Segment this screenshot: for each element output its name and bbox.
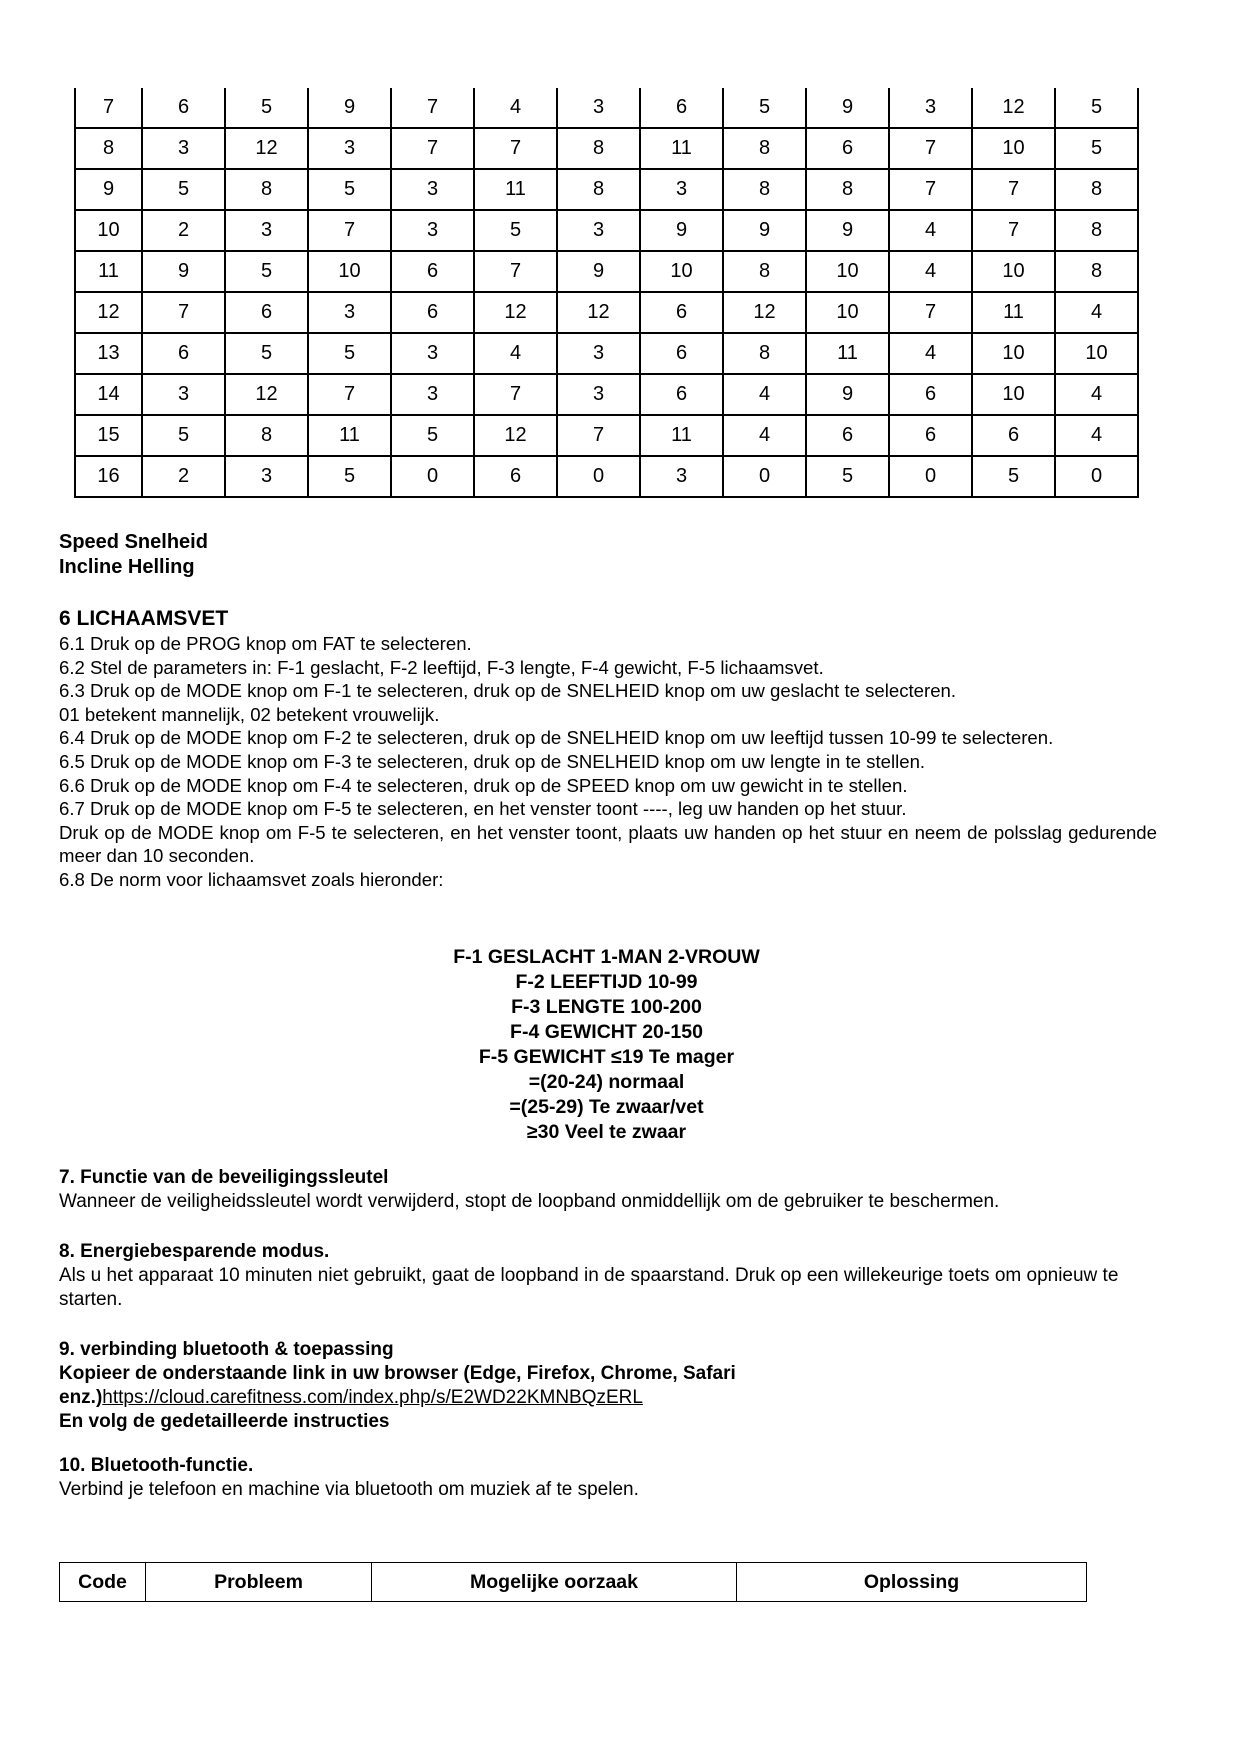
section-body-fat [59, 606, 1157, 892]
level-cell: 3 [308, 128, 391, 169]
level-cell: 7 [474, 128, 557, 169]
level-cell: 3 [391, 333, 474, 374]
level-cell: 9 [142, 251, 225, 292]
level-cell: 11 [972, 292, 1055, 333]
level-cell: 3 [391, 374, 474, 415]
level-cell: 6 [391, 292, 474, 333]
level-cell: 0 [557, 456, 640, 497]
level-cell: 9 [640, 210, 723, 251]
level-cell: 10 [806, 251, 889, 292]
level-cell: 12 [557, 292, 640, 333]
legend-incline: Incline Helling [59, 556, 195, 578]
level-cell: 3 [557, 374, 640, 415]
level-cell: 10 [640, 251, 723, 292]
level-cell: 5 [308, 333, 391, 374]
table-row [75, 210, 1138, 251]
level-cell: 6 [806, 415, 889, 456]
level-cell: 12 [723, 292, 806, 333]
level-cell: 6 [142, 88, 225, 128]
step-6-6: 6.6 Druk op de MODE knop om F-4 te selecteren, druk op de SPEED knop om uw gewicht in te stellen. [59, 774, 908, 796]
table-row [75, 128, 1138, 169]
table-header-row [60, 1563, 1087, 1602]
level-cell: 10 [1055, 333, 1138, 374]
norm-line: ≥30 Veel te zwaar [526, 1121, 687, 1143]
section-title: 6 LICHAAMSVET [59, 607, 229, 630]
level-cell: 8 [806, 169, 889, 210]
level-cell: 4 [1055, 374, 1138, 415]
level-cell: 4 [474, 88, 557, 128]
level-cell: 8 [225, 415, 308, 456]
step-6-4: 6.4 Druk op de MODE knop om F-2 te selecteren, druk op de SNELHEID knop om uw leeftijd tussen 10-99 te selecteren. [59, 727, 1054, 749]
table-row [75, 333, 1138, 374]
segment-number-cell: 14 [75, 374, 142, 415]
level-cell: 5 [225, 251, 308, 292]
level-cell: 5 [142, 169, 225, 210]
level-cell: 7 [889, 292, 972, 333]
table-row [75, 415, 1138, 456]
level-cell: 8 [723, 128, 806, 169]
level-cell: 3 [225, 456, 308, 497]
section-title: 8. Energiebesparende modus. [59, 1241, 330, 1262]
step-6-7-pulse: Druk op de MODE knop om F-5 te selecteren, en het venster toont, plaats uw handen op het stuur en neem de polsslag gedurende meer dan 10 seconden. [59, 821, 1157, 867]
level-cell: 6 [972, 415, 1055, 456]
table-row [75, 88, 1138, 128]
segment-number-cell: 8 [75, 128, 142, 169]
level-cell: 2 [142, 456, 225, 497]
app-instructions [59, 1362, 819, 1410]
level-cell: 5 [806, 456, 889, 497]
header-problem: Probleem [146, 1563, 372, 1602]
level-cell: 10 [806, 292, 889, 333]
step-6-1: 6.1 Druk op de PROG knop om FAT te selecteren. [59, 633, 472, 654]
level-cell: 8 [225, 169, 308, 210]
level-cell: 4 [889, 333, 972, 374]
table-row [75, 292, 1138, 333]
level-cell: 4 [889, 210, 972, 251]
level-cell: 3 [142, 374, 225, 415]
level-cell: 6 [142, 333, 225, 374]
segment-number-cell: 9 [75, 169, 142, 210]
section-title: 9. verbinding bluetooth & toepassing [59, 1339, 394, 1360]
level-cell: 7 [889, 169, 972, 210]
level-cell: 11 [806, 333, 889, 374]
level-cell: 7 [308, 210, 391, 251]
level-cell: 8 [557, 169, 640, 210]
level-cell: 5 [225, 333, 308, 374]
level-cell: 4 [1055, 292, 1138, 333]
step-6-7: 6.7 Druk op de MODE knop om F-5 te selecteren, en het venster toont ----, leg uw handen op het stuur. [59, 798, 907, 820]
level-cell: 0 [1055, 456, 1138, 497]
section-body: Verbind je telefoon en machine via bluetooth om muziek af te spelen. [59, 1479, 639, 1500]
level-cell: 3 [225, 210, 308, 251]
step-6-2: 6.2 Stel de parameters in: F-1 geslacht, F-2 leeftijd, F-3 lengte, F-4 gewicht, F-5 lichaamsvet. [59, 656, 824, 678]
level-cell: 6 [391, 251, 474, 292]
level-cell: 4 [889, 251, 972, 292]
level-cell: 5 [474, 210, 557, 251]
level-cell: 4 [474, 333, 557, 374]
table-legend [59, 530, 208, 580]
app-download-link[interactable]: https://cloud.carefitness.com/index.php/s/E2WD22KMNBQzERL [102, 1387, 643, 1408]
level-cell: 6 [225, 292, 308, 333]
level-cell: 6 [640, 333, 723, 374]
level-cell: 10 [972, 128, 1055, 169]
level-cell: 5 [225, 88, 308, 128]
level-cell: 12 [972, 88, 1055, 128]
norm-line: F-2 LEEFTIJD 10-99 [515, 971, 698, 993]
level-cell: 6 [806, 128, 889, 169]
header-solution: Oplossing [737, 1563, 1087, 1602]
section-bluetooth-function [59, 1454, 1157, 1502]
level-cell: 8 [557, 128, 640, 169]
norm-line: =(20-24) normaal [528, 1071, 685, 1093]
level-cell: 0 [889, 456, 972, 497]
level-cell: 12 [474, 415, 557, 456]
level-cell: 3 [640, 169, 723, 210]
table-row [75, 374, 1138, 415]
level-cell: 12 [225, 128, 308, 169]
level-cell: 11 [640, 128, 723, 169]
level-cell: 7 [972, 169, 1055, 210]
section-title: 7. Functie van de beveiligingssleutel [59, 1167, 389, 1188]
norm-line: F-5 GEWICHT ≤19 Te mager [478, 1046, 735, 1068]
level-cell: 5 [391, 415, 474, 456]
norm-line: =(25-29) Te zwaar/vet [509, 1096, 704, 1118]
level-cell: 10 [972, 374, 1055, 415]
gender-note: 01 betekent mannelijk, 02 betekent vrouwelijk. [59, 703, 440, 725]
follow-instructions: En volg de gedetailleerde instructies [59, 1411, 390, 1432]
level-cell: 9 [557, 251, 640, 292]
segment-number-cell: 15 [75, 415, 142, 456]
level-cell: 3 [391, 169, 474, 210]
section-energy-saving [59, 1240, 1157, 1312]
level-cell: 8 [1055, 251, 1138, 292]
level-cell: 8 [723, 169, 806, 210]
level-cell: 6 [474, 456, 557, 497]
intro-text: Kopieer de onderstaande link in uw browser (Edge, Firefox, Chrome, Safari enz.) [59, 1363, 736, 1408]
level-cell: 5 [972, 456, 1055, 497]
level-cell: 8 [1055, 169, 1138, 210]
segment-number-cell: 16 [75, 456, 142, 497]
level-cell: 7 [391, 88, 474, 128]
level-cell: 8 [723, 251, 806, 292]
level-cell: 5 [142, 415, 225, 456]
level-cell: 3 [308, 292, 391, 333]
level-cell: 3 [889, 88, 972, 128]
level-cell: 5 [308, 169, 391, 210]
program-profile-table [74, 88, 1139, 498]
level-cell: 10 [972, 251, 1055, 292]
level-cell: 3 [640, 456, 723, 497]
table-row [75, 251, 1138, 292]
legend-speed: Speed Snelheid [59, 531, 208, 553]
level-cell: 7 [474, 374, 557, 415]
level-cell: 7 [474, 251, 557, 292]
level-cell: 11 [474, 169, 557, 210]
step-6-3: 6.3 Druk op de MODE knop om F-1 te selecteren, druk op de SNELHEID knop om uw geslacht te selecteren. [59, 680, 957, 702]
level-cell: 6 [640, 374, 723, 415]
level-cell: 3 [142, 128, 225, 169]
level-cell: 7 [391, 128, 474, 169]
level-cell: 10 [972, 333, 1055, 374]
table-row [75, 169, 1138, 210]
troubleshooting-table [59, 1562, 1087, 1602]
level-cell: 9 [806, 210, 889, 251]
level-cell: 11 [308, 415, 391, 456]
section-safety-key [59, 1166, 1157, 1214]
level-cell: 6 [640, 292, 723, 333]
level-cell: 7 [972, 210, 1055, 251]
level-cell: 5 [1055, 128, 1138, 169]
level-cell: 7 [557, 415, 640, 456]
level-cell: 4 [723, 415, 806, 456]
level-cell: 3 [391, 210, 474, 251]
level-cell: 3 [557, 88, 640, 128]
level-cell: 8 [1055, 210, 1138, 251]
norm-line: F-4 GEWICHT 20-150 [510, 1021, 703, 1043]
level-cell: 7 [889, 128, 972, 169]
level-cell: 9 [723, 210, 806, 251]
header-cause: Mogelijke oorzaak [372, 1563, 737, 1602]
level-cell: 9 [806, 374, 889, 415]
section-bluetooth-app [59, 1338, 1157, 1434]
level-cell: 6 [889, 374, 972, 415]
section-body: Wanneer de veiligheidssleutel wordt verwijderd, stopt de loopband onmiddellijk om de gebruiker te beschermen. [59, 1191, 1000, 1212]
level-cell: 4 [723, 374, 806, 415]
level-cell: 5 [723, 88, 806, 128]
segment-number-cell: 12 [75, 292, 142, 333]
level-cell: 7 [308, 374, 391, 415]
norm-line: F-1 GESLACHT 1-MAN 2-VROUW [453, 946, 760, 968]
step-6-5: 6.5 Druk op de MODE knop om F-3 te selecteren, druk op de SNELHEID knop om uw lengte in te stellen. [59, 750, 926, 772]
segment-number-cell: 10 [75, 210, 142, 251]
body-fat-norm [0, 945, 1213, 1145]
level-cell: 2 [142, 210, 225, 251]
level-cell: 9 [806, 88, 889, 128]
level-cell: 10 [308, 251, 391, 292]
level-cell: 5 [1055, 88, 1138, 128]
level-cell: 8 [723, 333, 806, 374]
segment-number-cell: 7 [75, 88, 142, 128]
section-body: Als u het apparaat 10 minuten niet gebruikt, gaat de loopband in de spaarstand. Druk op een willekeurige toets om opnieuw te starten. [59, 1265, 1119, 1310]
level-cell: 5 [308, 456, 391, 497]
level-cell: 6 [640, 88, 723, 128]
level-cell: 11 [640, 415, 723, 456]
header-code: Code [60, 1563, 146, 1602]
norm-line: F-3 LENGTE 100-200 [511, 996, 702, 1018]
level-cell: 3 [557, 333, 640, 374]
level-cell: 0 [723, 456, 806, 497]
level-cell: 7 [142, 292, 225, 333]
segment-number-cell: 11 [75, 251, 142, 292]
level-cell: 12 [474, 292, 557, 333]
level-cell: 9 [308, 88, 391, 128]
level-cell: 4 [1055, 415, 1138, 456]
level-cell: 3 [557, 210, 640, 251]
step-6-8: 6.8 De norm voor lichaamsvet zoals hieronder: [59, 868, 444, 890]
level-cell: 6 [889, 415, 972, 456]
segment-number-cell: 13 [75, 333, 142, 374]
level-cell: 12 [225, 374, 308, 415]
section-title: 10. Bluetooth-functie. [59, 1455, 254, 1476]
level-cell: 0 [391, 456, 474, 497]
table-row [75, 456, 1138, 497]
